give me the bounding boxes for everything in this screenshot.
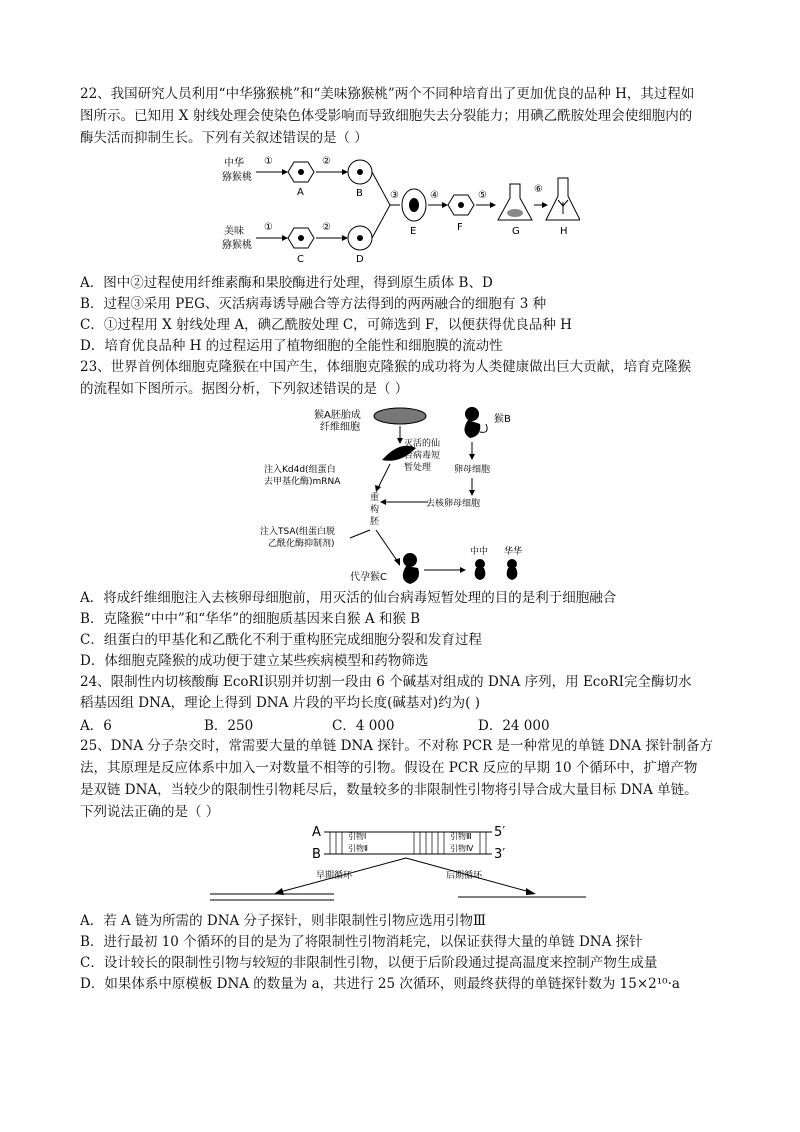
q22-cell-d: D	[356, 254, 364, 265]
q23-line-2: 的流程如下图所示。据图分析，下列叙述错误的是（ ）	[80, 381, 409, 397]
q22-step-1-bottom: ①	[264, 222, 273, 233]
q22-cell-g: G	[512, 226, 520, 237]
q22-step-6: ⑥	[534, 184, 543, 195]
q23-virus-2: 台病毒短	[404, 451, 441, 461]
q24-option-c[interactable]: C．4 000	[332, 718, 395, 734]
q23-monkey-b: 猴B	[494, 414, 511, 425]
q25-primer-3: 引物Ⅲ	[450, 832, 472, 841]
q25-primer-1: 引物Ⅰ	[348, 832, 367, 841]
q22-option-b[interactable]: B．过程③采用 PEG、灭活病毒诱导融合等方法得到的两两融合的细胞有 3 种	[80, 296, 547, 312]
q23-egg: 卵母细胞	[454, 465, 491, 475]
q22-line-1: 22、我国研究人员利用“中华猕猴桃”和“美味猕猴桃”两个不同种培育出了更加优良的品种 H，其过程如	[80, 86, 695, 102]
q23-tsa-1: 注入TSA(组蛋白脱	[260, 527, 336, 537]
q24-line-2: 稻基因组 DNA，理论上得到 DNA 片段的平均长度(碱基对)约为( )	[80, 695, 481, 711]
q22-cell-h: H	[560, 226, 568, 237]
petri-dish-icon	[374, 408, 426, 424]
q24-option-d[interactable]: D．24 000	[478, 718, 550, 734]
q25-end-5: 5′	[494, 825, 506, 840]
q22-step-2-top: ②	[322, 156, 331, 167]
q24-option-a[interactable]: A．6	[80, 718, 112, 734]
q22-cell-c: C	[297, 254, 304, 265]
q22-option-a[interactable]: A．图中②过程使用纤维素酶和果胶酶进行处理，得到原生质体 B、D	[80, 275, 493, 291]
q22-line-3: 酶失活而抑制生长。下列有关叙述错误的是（ ）	[80, 130, 368, 146]
offspring-zhongzhong-icon	[475, 559, 486, 580]
q25-line-2: 法，其原理是反应体系中加入一对数量不相等的引物。假设在 PCR 反应的早期 10 个循环中，扩增产物	[80, 760, 698, 776]
q23-fibro-1: 猴A胚胎成	[314, 410, 361, 421]
q22-top-label-1: 中华	[224, 158, 244, 169]
q23-kdm-2: 去甲基化酶)mRNA	[264, 477, 341, 487]
q23-fibro-2: 纤维细胞	[320, 422, 360, 433]
q22-step-4: ④	[430, 190, 439, 201]
q24-option-b[interactable]: B．250	[204, 718, 254, 734]
q25-primer-2: 引物Ⅱ	[348, 844, 368, 853]
q23-embryo-3: 胚	[370, 517, 380, 527]
q25-early: 早期循环	[316, 871, 353, 881]
q25-line-1: 25、DNA 分子杂交时，常需要大量的单链 DNA 探针。不对称 PCR 是一种常见的单链 DNA 探针制备方	[80, 738, 713, 754]
q22-cell-b: B	[356, 188, 363, 199]
monkey-b-icon	[464, 407, 487, 438]
cell-a-nucleus	[298, 169, 304, 175]
q25-option-a[interactable]: A．若 A 链为所需的 DNA 分子探针，则非限制性引物应选用引物Ⅲ	[80, 913, 487, 929]
q22-cell-e: E	[410, 226, 417, 237]
q22-cell-f: F	[457, 222, 463, 233]
q25-diagram	[210, 824, 590, 904]
q23-kdm-1: 注入Kd4d(组蛋白	[264, 465, 336, 475]
q23-embryo-1: 重	[370, 493, 380, 503]
q23-enucleated: 去核卵母细胞	[426, 499, 481, 509]
q25-end-3: 3′	[494, 847, 506, 862]
q25-strand-b: B	[312, 847, 321, 862]
q23-option-c[interactable]: C．组蛋白的甲基化和乙酰化不利于重构胚完成细胞分裂和发育过程	[80, 632, 482, 648]
q25-line-4: 下列说法正确的是（ ）	[80, 804, 220, 820]
early-product-dsdna	[210, 894, 334, 900]
q25-primer-4: 引物Ⅳ	[450, 844, 474, 853]
q22-option-c[interactable]: C．①过程用 X 射线处理 A，碘乙酰胺处理 C，可筛选到 F，以便获得优良品种 H	[80, 317, 572, 333]
q25-late: 后期循环	[446, 871, 483, 881]
q22-cell-a: A	[297, 187, 304, 198]
q25-line-3: 是双链 DNA，当较少的限制性引物耗尽后，数量较多的非限制性引物将引导合成大量目标 DNA 单链。	[80, 782, 698, 798]
q24-line-1: 24、限制性内切核酸酶 EcoRⅠ识别并切割一段由 6 个碱基对组成的 DNA 序列，用 EcoRⅠ完全酶切水	[80, 674, 692, 690]
q23-line-1: 23、世界首例体细胞克隆猴在中国产生，体细胞克隆猴的成功将为人类健康做出巨大贡献，培育克隆猴	[80, 359, 692, 375]
q23-option-b[interactable]: B．克隆猴“中中”和“华华”的细胞质基因来自猴 A 和猴 B	[80, 611, 421, 627]
q22-top-label-2: 猕猴桃	[222, 172, 252, 183]
q22-diagram	[220, 150, 580, 270]
q25-strand-a: A	[312, 825, 321, 840]
q22-step-1-top: ①	[264, 156, 273, 167]
q23-option-a[interactable]: A．将成纤维细胞注入去核卵母细胞前，用灭活的仙台病毒短暂处理的目的是利于细胞融合	[80, 590, 617, 606]
q23-diagram	[250, 402, 550, 586]
q23-virus-3: 暂处理	[404, 463, 432, 473]
q22-bottom-label-2: 猕猴桃	[222, 240, 252, 251]
monkey-c-icon	[403, 553, 419, 584]
q22-step-2-bottom: ②	[322, 222, 331, 233]
q22-bottom-label-1: 美味	[224, 226, 244, 237]
q25-option-d[interactable]: D．如果体系中原模板 DNA 的数量为 a，共进行 25 次循环，则最终获得的单链探针数为 15×2¹⁰·a	[80, 976, 680, 992]
q23-embryo-2: 构	[370, 505, 380, 515]
q23-surrogate: 代孕猴C	[350, 572, 387, 583]
q22-line-2: 图所示。已知用 X 射线处理会使染色体受影响而导致细胞失去分裂能力；用碘乙酰胺处理会使细胞内的	[80, 108, 693, 124]
q22-step-3: ③	[390, 190, 399, 201]
q23-offspring-1: 中中	[470, 547, 489, 557]
q22-option-d[interactable]: D．培育优良品种 H 的过程运用了植物细胞的全能性和细胞膜的流动性	[80, 338, 503, 354]
q23-option-d[interactable]: D．体细胞克隆猴的成功便于建立某些疾病模型和药物筛选	[80, 653, 429, 669]
q23-offspring-2: 华华	[504, 547, 523, 557]
q23-tsa-2: 乙酰化酶抑制剂)	[268, 539, 335, 549]
q23-virus-1: 灭活的仙	[404, 439, 441, 449]
q25-option-b[interactable]: B．进行最初 10 个循环的目的是为了将限制性引物消耗完，以保证获得大量的单链 DNA 探针	[80, 934, 643, 950]
q22-step-5: ⑤	[478, 190, 487, 201]
offspring-huahua-icon	[507, 559, 518, 580]
q25-option-c[interactable]: C．设计较长的限制性引物与较短的非限制性引物，以便于后阶段通过提高温度来控制产物生成量	[80, 955, 658, 971]
